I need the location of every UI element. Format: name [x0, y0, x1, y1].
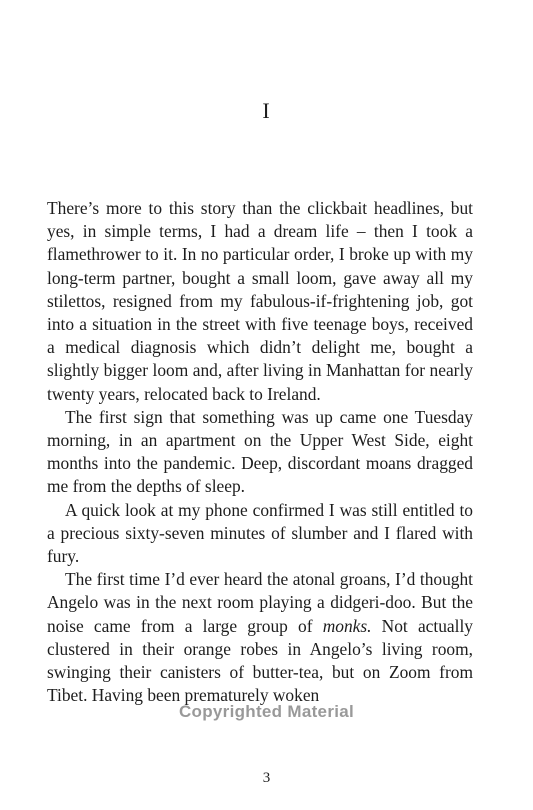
copyright-watermark: Copyrighted Material	[178, 702, 355, 721]
paragraph-2: The first sign that something was up came one Tuesday morning, in an apartment on the Upper West Side, eight months into the pandemic. Deep, discordant moans dragged me from the depths of sleep.	[47, 406, 473, 497]
paragraph-4-emphasis: monks.	[322, 615, 372, 636]
chapter-number: I	[262, 98, 271, 123]
paragraph-4-after: Not actually clustered in their orange robes in Angelo’s living room, swinging their canisters of butter-tea, but on Zoom from Tibet. Having been prematurely woken	[47, 615, 473, 706]
paragraph-4-before: The first time I’d ever heard the atonal groans, I’d thought Angelo was in the next room playing a didgeri-doo. But the noise came from a large group of	[47, 569, 473, 636]
page-number: 3	[262, 770, 271, 786]
paragraph-3: A quick look at my phone confirmed I was still entitled to a precious sixty-seven minutes of slumber and I flared with fury.	[47, 499, 473, 567]
body-text	[47, 197, 473, 707]
paragraph-4	[47, 568, 473, 707]
paragraph-1: There’s more to this story than the clickbait headlines, but yes, in simple terms, I had a dream life – then I took a flamethrower to it. In no particular order, I broke up with my long-term partner, bought a small loom, gave away all my stilettos, resigned from my fabulous-if-frightening job, got into a situation in the street with five teenage boys, received a medical diagnosis which didn’t delight me, bought a slightly bigger loom and, after living in Manhattan for nearly twenty years, relocated back to Ireland.	[47, 198, 473, 404]
